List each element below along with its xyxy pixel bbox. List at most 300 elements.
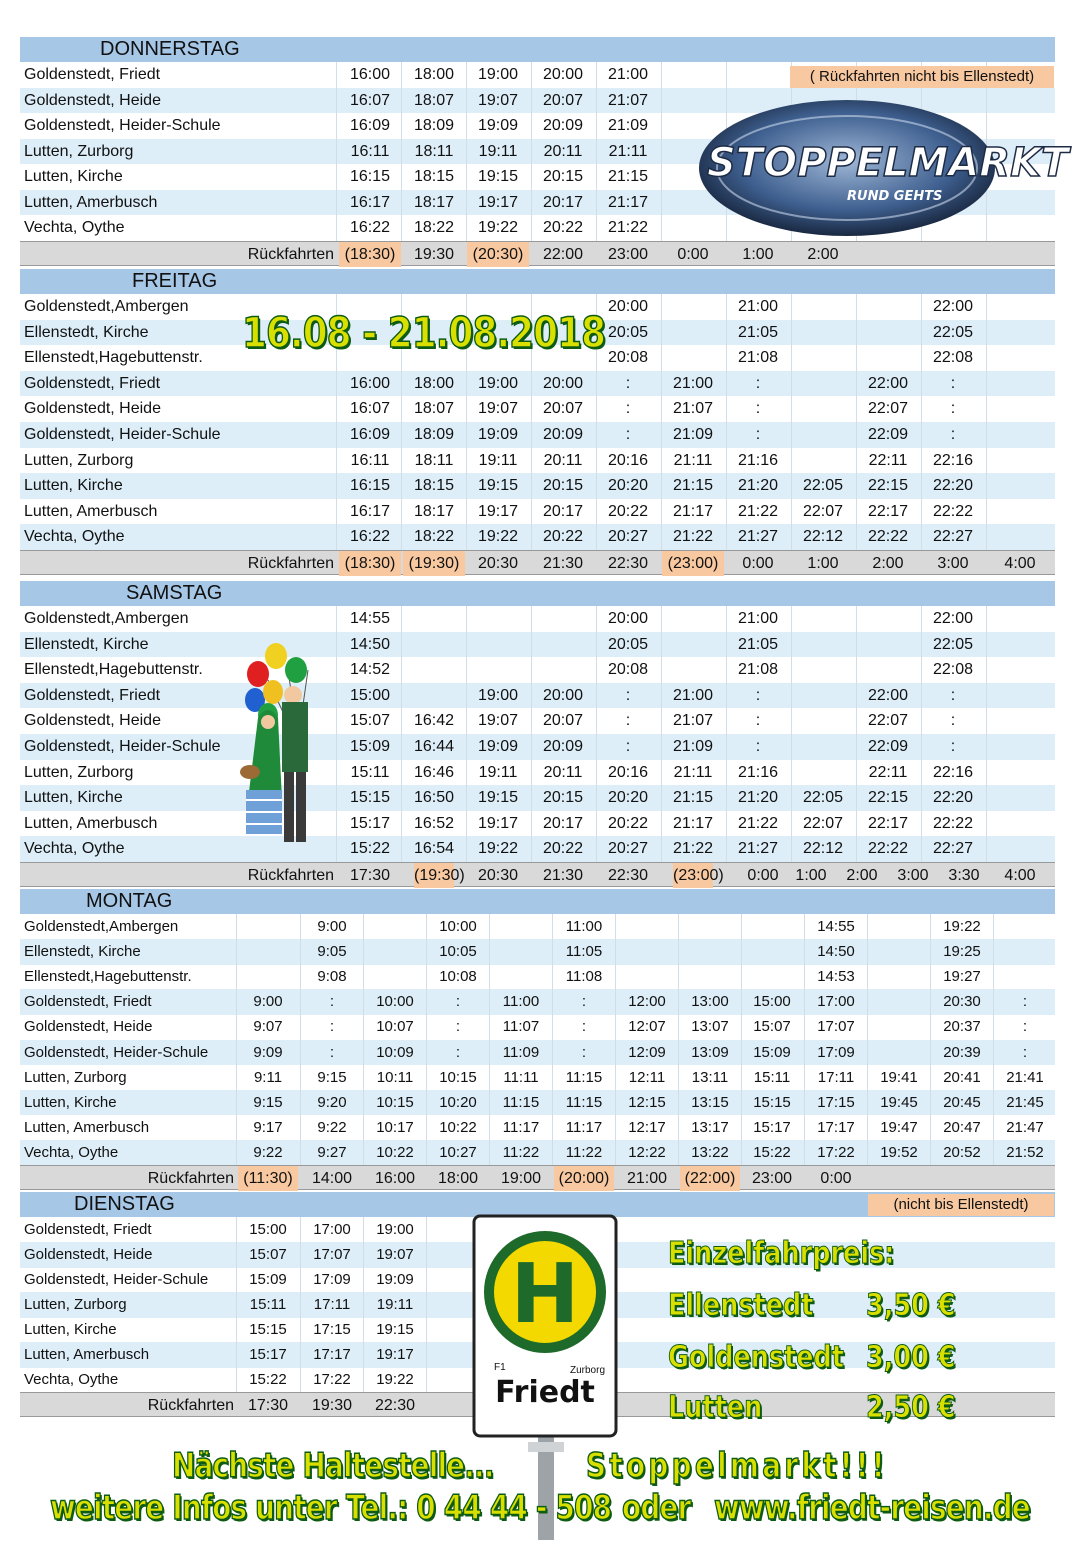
departure-time: : [625, 712, 631, 730]
departure-time: 17:22 [313, 1371, 351, 1388]
departure-time: 19:41 [880, 1068, 918, 1086]
grid-line [466, 62, 467, 241]
return-time: (20:00) [554, 1166, 614, 1191]
departure-time: 16:22 [349, 219, 391, 236]
departure-time: : [455, 1018, 461, 1036]
departure-time: : [455, 1043, 461, 1061]
dienstag-title: DIENSTAG [74, 1193, 175, 1215]
departure-time: 12:11 [628, 1068, 666, 1086]
departure-time: 21:22 [737, 814, 779, 832]
departure-time: 21:22 [672, 528, 714, 546]
table-row [20, 499, 1055, 525]
departure-time: 22:22 [867, 528, 909, 546]
departure-time: 15:00 [753, 993, 791, 1011]
departure-time: 14:50 [817, 943, 855, 961]
departure-time: 20:05 [607, 323, 649, 341]
footer-or: oder [622, 1488, 691, 1528]
grid-line [867, 914, 868, 1165]
samstag-header [20, 581, 1055, 606]
departure-time: 18:22 [413, 219, 455, 236]
departure-time: 13:09 [691, 1043, 729, 1061]
departure-time: 19:11 [478, 451, 518, 469]
grid-line [921, 606, 922, 862]
departure-time: 9:17 [253, 1118, 283, 1136]
price-heading: Einzelfahrpreis: [668, 1236, 895, 1271]
departure-time: 15:11 [350, 763, 390, 781]
departure-time: 22:11 [868, 763, 908, 781]
departure-time: 21:00 [737, 298, 779, 315]
table-row [20, 657, 1055, 683]
departure-time: : [755, 374, 761, 392]
departure-time: 21:17 [672, 814, 714, 832]
departure-time: 15:00 [249, 1221, 287, 1238]
return-time: 22:30 [608, 867, 649, 884]
stop-name: Lutten, Zurborg [24, 142, 134, 160]
departure-time: 11:08 [565, 968, 603, 986]
departure-time: 22:00 [932, 610, 974, 627]
departure-time: 21:07 [607, 91, 649, 109]
departure-time: 15:11 [249, 1296, 287, 1313]
return-time: 22:30 [374, 1397, 416, 1414]
departure-time: 15:07 [249, 1246, 287, 1263]
grid-line [401, 606, 402, 862]
departure-time: 19:17 [477, 814, 519, 832]
stop-name: Goldenstedt, Heide [24, 1018, 153, 1036]
departure-time: 17:17 [313, 1346, 351, 1363]
departure-time: 16:17 [349, 193, 391, 211]
departure-time: 11:05 [565, 943, 603, 961]
table-row [20, 811, 1055, 837]
departure-time: 21:17 [607, 193, 649, 211]
departure-time: 9:15 [317, 1068, 347, 1086]
departure-time: 21:41 [1006, 1068, 1044, 1086]
departure-time: 21:16 [737, 451, 779, 469]
departure-time: 15:09 [753, 1043, 791, 1061]
departure-time: 19:11 [478, 763, 518, 781]
departure-time: 21:27 [737, 840, 779, 858]
return-time: 19:30 [413, 245, 455, 263]
departure-time: : [755, 738, 761, 755]
return-time: 17:30 [350, 867, 391, 884]
departure-time: 20:08 [607, 349, 649, 367]
grid-line [300, 914, 301, 1165]
departure-time: 9:22 [253, 1143, 283, 1161]
departure-time: 21:05 [737, 323, 779, 341]
return-time: 4:00 [1004, 555, 1036, 572]
return-time: 2:00 [807, 245, 839, 263]
stop-name: Goldenstedt, Heider-Schule [24, 1271, 209, 1288]
departure-time: 9:05 [317, 943, 347, 961]
departure-time: 9:15 [253, 1093, 283, 1111]
departure-time: 19:52 [880, 1143, 918, 1161]
grid-line [741, 914, 742, 1165]
return-time: 2:00 [846, 867, 878, 884]
stoppelmarkt-logo [697, 96, 1069, 238]
grid-line [986, 606, 987, 862]
stop-name: Ellenstedt, Kirche [24, 943, 141, 961]
grid-line [678, 914, 679, 1165]
departure-time: 21:09 [672, 738, 714, 755]
stop-name: Vechta, Oythe [24, 1143, 119, 1161]
departure-time: 16:15 [349, 477, 391, 495]
departure-time: 18:09 [413, 117, 455, 134]
departure-time: 13:15 [691, 1093, 729, 1111]
return-time: 23:00 [751, 1170, 793, 1187]
table-row [20, 1140, 1055, 1166]
price-place-ellenstedt: Ellenstedt [668, 1288, 814, 1323]
departure-time: 10:11 [376, 1068, 414, 1086]
departure-time: 22:00 [932, 298, 974, 315]
footer-website-link[interactable]: www.friedt-reisen.de [714, 1488, 1030, 1528]
departure-time: 22:20 [932, 789, 974, 807]
grid-line [300, 1217, 301, 1392]
departure-time: 22:27 [932, 528, 974, 546]
departure-time: 15:22 [249, 1371, 287, 1388]
return-time: (18:30) [339, 551, 401, 576]
departure-time: 20:17 [542, 193, 584, 211]
departure-time: 20:11 [543, 763, 583, 781]
grid-line [726, 294, 727, 550]
departure-time: 16:54 [413, 840, 455, 858]
price-value-ellenstedt: 3,50 € [866, 1288, 956, 1323]
departure-time: 20:22 [542, 840, 584, 858]
departure-time: 15:11 [753, 1068, 791, 1086]
stop-name: Ellenstedt,Hagebuttenstr. [24, 661, 203, 679]
departure-time: 12:07 [628, 1018, 666, 1036]
table-row [20, 448, 1055, 474]
return-label: Rückfahrten [247, 867, 334, 884]
table-row [20, 734, 1055, 760]
table-row [20, 606, 1055, 632]
stop-name: Goldenstedt, Friedt [24, 993, 152, 1011]
departure-time: 11:00 [565, 918, 603, 935]
departure-time: 18:15 [413, 477, 455, 495]
grid-line [596, 606, 597, 862]
departure-time: 16:15 [349, 168, 391, 185]
table-row [20, 1065, 1055, 1091]
return-time: 21:00 [626, 1170, 668, 1187]
departure-time: 22:09 [867, 426, 909, 443]
departure-time: 22:15 [867, 477, 909, 495]
departure-time: 19:11 [478, 142, 518, 160]
departure-time: 17:17 [817, 1118, 855, 1136]
return-time: 18:00 [437, 1170, 479, 1187]
departure-time: 19:00 [477, 66, 519, 83]
departure-time: 18:11 [414, 142, 454, 160]
departure-time: : [950, 686, 956, 704]
departure-time: 20:39 [943, 1043, 981, 1061]
departure-time: 19:17 [376, 1346, 414, 1363]
stop-name: Goldenstedt, Heider-Schule [24, 117, 221, 134]
departure-time: 19:15 [477, 789, 519, 807]
table-row [20, 836, 1055, 862]
departure-time: 20:20 [607, 789, 649, 807]
departure-time: 17:11 [313, 1296, 351, 1313]
stop-name: Vechta, Oythe [24, 840, 125, 858]
return-time: 0:00 [820, 1170, 852, 1187]
departure-time: 21:00 [672, 374, 714, 392]
departure-time: 15:17 [249, 1346, 287, 1363]
departure-time: 18:09 [413, 426, 455, 443]
departure-time: 18:17 [413, 502, 455, 520]
departure-time: 20:22 [607, 814, 649, 832]
grid-line [336, 606, 337, 862]
departure-time: 18:22 [413, 528, 455, 546]
departure-time: 22:12 [802, 528, 844, 546]
departure-time: 9:22 [317, 1118, 347, 1136]
departure-time: 19:22 [477, 840, 519, 858]
table-row [20, 371, 1055, 397]
departure-time: 22:22 [867, 840, 909, 858]
departure-time: 20:00 [607, 610, 649, 627]
departure-time: 22:12 [802, 840, 844, 858]
departure-time: 10:08 [439, 968, 477, 986]
grid-line [661, 606, 662, 862]
freitag-header [20, 269, 1055, 294]
grid-line [489, 914, 490, 1165]
departure-time: 20:11 [543, 142, 583, 160]
departure-time: 20:17 [542, 502, 584, 520]
departure-time: 10:00 [376, 993, 414, 1011]
return-time: (11:30) [238, 1166, 298, 1191]
departure-time: 12:00 [628, 993, 666, 1011]
grid-line [615, 914, 616, 1165]
departure-time: 9:27 [317, 1143, 347, 1161]
stop-name: Lutten, Zurborg [24, 1068, 127, 1086]
grid-line [993, 914, 994, 1165]
departure-time: 9:08 [317, 968, 347, 986]
price-value-lutten: 2,50 € [866, 1390, 956, 1425]
departure-time: 18:00 [413, 66, 455, 83]
departure-time: : [950, 426, 956, 443]
departure-time: 20:08 [607, 661, 649, 679]
departure-time: 17:07 [817, 1018, 855, 1036]
date-range: 16.08 - 21.08.2018 [242, 308, 606, 357]
departure-time: 22:05 [932, 323, 974, 341]
stop-name: Goldenstedt, Friedt [24, 686, 161, 704]
table-row [20, 524, 1055, 550]
departure-time: 19:15 [376, 1321, 414, 1338]
departure-time: 21:15 [672, 789, 714, 807]
stop-name: Lutten, Amerbusch [24, 1346, 150, 1363]
departure-time: 21:16 [737, 763, 779, 781]
departure-time: 15:15 [753, 1093, 791, 1111]
stop-name: Lutten, Kirche [24, 1093, 117, 1111]
stop-name: Goldenstedt, Friedt [24, 374, 161, 392]
departure-time: 20:09 [542, 738, 584, 755]
samstag-title: SAMSTAG [126, 582, 223, 604]
departure-time: 20:27 [607, 528, 649, 546]
footer-phone[interactable]: Tel.: 0 44 44 - 508 [346, 1488, 612, 1528]
return-time: 14:00 [311, 1170, 353, 1187]
table-row [20, 1014, 1055, 1040]
dienstag-note: (nicht bis Ellenstedt) [868, 1194, 1054, 1216]
departure-time: 21:15 [672, 477, 714, 495]
departure-time: 10:07 [376, 1018, 414, 1036]
departure-time: 11:11 [503, 1068, 539, 1086]
stop-name: Vechta, Oythe [24, 528, 125, 546]
departure-time: 19:27 [943, 968, 981, 986]
departure-time: 21:09 [607, 117, 649, 134]
departure-time: 11:22 [502, 1143, 540, 1161]
departure-time: 22:16 [932, 451, 974, 469]
return-time: (23:00) [662, 551, 724, 576]
departure-time: 13:17 [691, 1118, 729, 1136]
departure-time: 18:15 [413, 168, 455, 185]
departure-time: 22:15 [867, 789, 909, 807]
departure-time: 21:47 [1006, 1118, 1044, 1136]
donnerstag-return-row [20, 241, 1055, 266]
grid-line [856, 606, 857, 862]
departure-time: : [455, 993, 461, 1011]
return-time: (23:00) [673, 863, 713, 888]
departure-time: : [625, 374, 631, 392]
stop-name: Lutten, Zurborg [24, 763, 134, 781]
departure-time: 19:09 [477, 738, 519, 755]
departure-time: 9:00 [317, 918, 347, 935]
return-time: 4:00 [1004, 867, 1036, 884]
departure-time: 22:08 [932, 349, 974, 367]
table-row [20, 683, 1055, 709]
departure-time: : [329, 1043, 335, 1061]
table-row [20, 914, 1055, 940]
departure-time: 9:00 [253, 993, 283, 1011]
departure-time: 21:08 [737, 661, 779, 679]
grid-line [336, 62, 337, 241]
departure-time: 9:07 [253, 1018, 283, 1036]
sign-code: F1 [494, 1362, 506, 1373]
departure-time: 19:45 [880, 1093, 918, 1111]
departure-time: 11:17 [502, 1118, 540, 1136]
grid-line [596, 62, 597, 241]
departure-time: 22:07 [802, 502, 844, 520]
departure-time: 16:00 [349, 66, 391, 83]
departure-time: 11:07 [502, 1018, 540, 1036]
return-time: (22:00) [680, 1166, 740, 1191]
departure-time: 22:07 [867, 400, 909, 418]
grid-line [804, 914, 805, 1165]
departure-time: 15:00 [349, 686, 391, 704]
grid-line [401, 62, 402, 241]
stop-name: Goldenstedt, Heide [24, 91, 161, 109]
table-row [20, 473, 1055, 499]
sign-company-name: Friedt [495, 1375, 595, 1410]
return-time: (20:30) [467, 242, 529, 267]
departure-time: 19:07 [477, 400, 519, 418]
departure-time: 22:27 [932, 840, 974, 858]
departure-time: 22:20 [932, 477, 974, 495]
stop-name: Goldenstedt,Ambergen [24, 610, 189, 627]
grid-line [552, 914, 553, 1165]
departure-time: 20:15 [542, 789, 584, 807]
departure-time: 19:07 [477, 91, 519, 109]
departure-time: 20:16 [607, 763, 649, 781]
grid-line [986, 294, 987, 550]
stop-name: Ellenstedt, Kirche [24, 323, 149, 341]
departure-time: 10:15 [376, 1093, 414, 1111]
departure-time: 21:11 [673, 763, 713, 781]
return-time: 22:00 [542, 245, 584, 263]
departure-time: : [1022, 1043, 1028, 1061]
logo-subtitle: RUND GEHTS [847, 189, 943, 204]
stop-name: Lutten, Amerbusch [24, 1118, 150, 1136]
departure-time: 20:15 [542, 168, 584, 185]
departure-time: 15:22 [349, 840, 391, 858]
departure-time: 22:07 [802, 814, 844, 832]
stop-name: Lutten, Kirche [24, 477, 123, 495]
departure-time: 20:30 [943, 993, 981, 1011]
return-time: 1:00 [795, 867, 827, 884]
departure-time: 19:25 [943, 943, 981, 961]
stop-name: Ellenstedt,Hagebuttenstr. [24, 349, 203, 367]
stop-name: Lutten, Kirche [24, 168, 123, 185]
departure-time: 15:07 [349, 712, 391, 730]
departure-time: 19:22 [477, 528, 519, 546]
departure-time: 20:15 [542, 477, 584, 495]
grid-line [726, 606, 727, 862]
stop-name: Goldenstedt, Heide [24, 712, 161, 730]
departure-time: 22:08 [932, 661, 974, 679]
departure-time: 10:22 [439, 1118, 477, 1136]
departure-time: : [1022, 1018, 1028, 1036]
departure-time: 15:17 [349, 814, 391, 832]
departure-time: 22:17 [867, 814, 909, 832]
stop-name: Lutten, Zurborg [24, 1296, 127, 1313]
departure-time: 20:07 [542, 400, 584, 418]
departure-time: 20:20 [607, 477, 649, 495]
departure-time: : [950, 374, 956, 392]
return-time: 0:00 [677, 245, 709, 263]
departure-time: 22:05 [802, 789, 844, 807]
table-row [20, 1040, 1055, 1066]
montag-title: MONTAG [86, 890, 173, 912]
departure-time: : [950, 738, 956, 755]
departure-time: 21:20 [737, 789, 779, 807]
departure-time: 17:00 [817, 993, 855, 1011]
departure-time: 17:22 [817, 1143, 855, 1161]
departure-time: 11:15 [502, 1093, 540, 1111]
departure-time: 20:00 [542, 686, 584, 704]
return-time: 3:00 [937, 555, 969, 572]
departure-time: 16:42 [413, 712, 455, 730]
departure-time: 19:07 [477, 712, 519, 730]
stop-name: Lutten, Kirche [24, 789, 123, 807]
departure-time: 20:11 [543, 451, 583, 469]
departure-time: 13:00 [691, 993, 729, 1011]
departure-time: : [625, 400, 631, 418]
departure-time: 16:00 [349, 374, 391, 392]
departure-time: : [755, 712, 761, 730]
departure-time: : [581, 993, 587, 1011]
table-row [20, 708, 1055, 734]
stop-name: Lutten, Amerbusch [24, 502, 158, 520]
footer-info-text: weitere Infos unter [50, 1488, 337, 1528]
departure-time: 21:11 [608, 142, 648, 160]
departure-time: 20:00 [542, 374, 584, 392]
departure-time: 21:45 [1006, 1093, 1044, 1111]
departure-time: 21:00 [672, 686, 714, 704]
table-row [20, 939, 1055, 965]
departure-time: 22:05 [932, 635, 974, 653]
grid-line [236, 914, 237, 1165]
table-row [20, 785, 1055, 811]
departure-time: 16:17 [349, 502, 391, 520]
departure-time: 20:09 [542, 426, 584, 443]
departure-time: 13:22 [691, 1143, 729, 1161]
departure-time: 22:22 [932, 814, 974, 832]
departure-time: 19:09 [477, 426, 519, 443]
grid-line [426, 914, 427, 1165]
